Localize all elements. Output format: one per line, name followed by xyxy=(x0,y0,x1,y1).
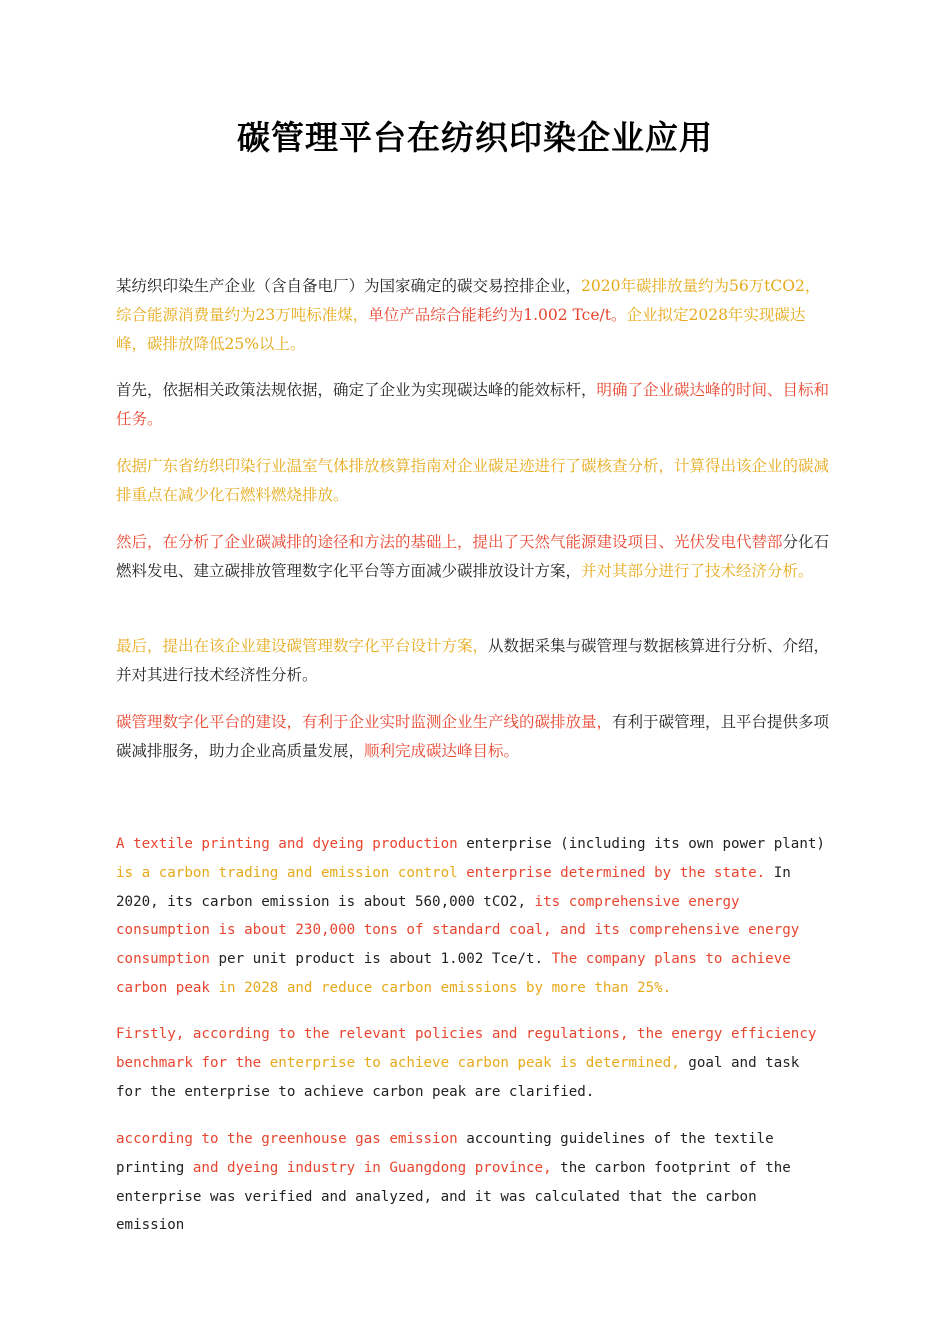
text-run: 分化石燃料发电、建立碳排放管理数字化平台等方面减少碳排放设计方案， xyxy=(116,533,830,580)
text-run: 企业拟定2028年实现碳达峰，碳排放降低25%以上。 xyxy=(116,306,806,353)
text-run: the carbon footprint of the enterprise was verified and analyzed, and it was calculated that the carbon emission xyxy=(116,1159,791,1234)
document-title: 碳管理平台在纺织印染企业应用 xyxy=(237,118,713,157)
text-run: 碳管理数字化平台的建设，有利于企业实时监测企业生产线的碳排放量， xyxy=(116,713,613,731)
text-run: enterprise to achieve carbon peak is determined, xyxy=(269,1054,689,1071)
text-run: 某纺织印染生产企业（含自备电厂）为国家确定的碳交易控排企业， xyxy=(116,277,582,295)
text-run: 2020年碳排放量约为56万tCO2，综合能源消费量约为23万吨标准煤， xyxy=(116,277,821,324)
text-run: A textile printing and dyeing production xyxy=(116,836,467,852)
text-run: accounting guidelines of the textile printing xyxy=(116,1131,774,1176)
en-paragraph-3 xyxy=(116,1125,832,1240)
text-run: goal and task for the enterprise to achieve carbon peak are clarified. xyxy=(116,1054,800,1100)
text-run: enterprise (including its own power plant) xyxy=(466,836,825,852)
cn-paragraph-2 xyxy=(116,376,832,434)
text-run: 顺利完成碳达峰目标。 xyxy=(364,742,520,760)
text-run: is a carbon trading and emission control xyxy=(116,864,467,881)
text-run: 首先，依据相关政策法规依据，确定了企业为实现碳达峰的能效标杆， xyxy=(116,381,597,399)
text-run: 从数据采集与碳管理与数据核算进行分析、介绍，并对其进行技术经济性分析。 xyxy=(116,637,830,684)
cn-paragraph-4 xyxy=(116,528,832,586)
text-run: according to the greenhouse gas emission xyxy=(116,1131,467,1147)
text-run: 并对其部分进行了技术经济分析。 xyxy=(581,562,814,580)
text-run: The company plans to achieve carbon peak xyxy=(116,951,791,996)
text-run: 有利于碳管理，且平台提供多项碳减排服务，助力企业高质量发展， xyxy=(116,713,830,760)
text-run: Firstly, according to the relevant policies and regulations, the energy efficiency benchmark for the xyxy=(116,1026,817,1071)
text-run: 依据广东省纺织印染行业温室气体排放核算指南对企业碳足迹进行了碳核查分析，计算得出该企业的碳减排重点在减少化石燃料燃烧排放。 xyxy=(116,457,830,504)
cn-paragraph-1 xyxy=(116,272,832,359)
text-run: 然后，在分析了企业碳减排的途径和方法的基础上，提出了天然气能源建设项目、光伏发电代替部 xyxy=(116,533,783,551)
text-run: its comprehensive energy consumption is about 230,000 tons of standard coal, and its comprehensive energy consumption xyxy=(116,893,800,968)
text-run: enterprise determined by the state. xyxy=(466,864,774,881)
text-run: and dyeing industry in Guangdong province, xyxy=(192,1159,561,1176)
text-run: 最后，提出在该企业建设碳管理数字化平台设计方案， xyxy=(116,637,489,655)
text-run: 单位产品综合能耗约为1.002 Tce/t。 xyxy=(368,306,627,324)
en-paragraph-1 xyxy=(116,830,832,1003)
cn-paragraph-3 xyxy=(116,452,832,510)
cn-paragraph-5 xyxy=(116,632,832,690)
text-run: in 2028 and reduce carbon emissions by more than 25%. xyxy=(218,979,672,996)
text-run: In 2020, its carbon emission is about 560,000 tCO2, xyxy=(116,864,791,910)
en-paragraph-2 xyxy=(116,1020,832,1106)
text-run: 明确了企业碳达峰的时间、目标和任务。 xyxy=(116,381,830,428)
text-run: per unit product is about 1.002 Tce/t. xyxy=(218,951,552,968)
cn-paragraph-6 xyxy=(116,708,832,766)
